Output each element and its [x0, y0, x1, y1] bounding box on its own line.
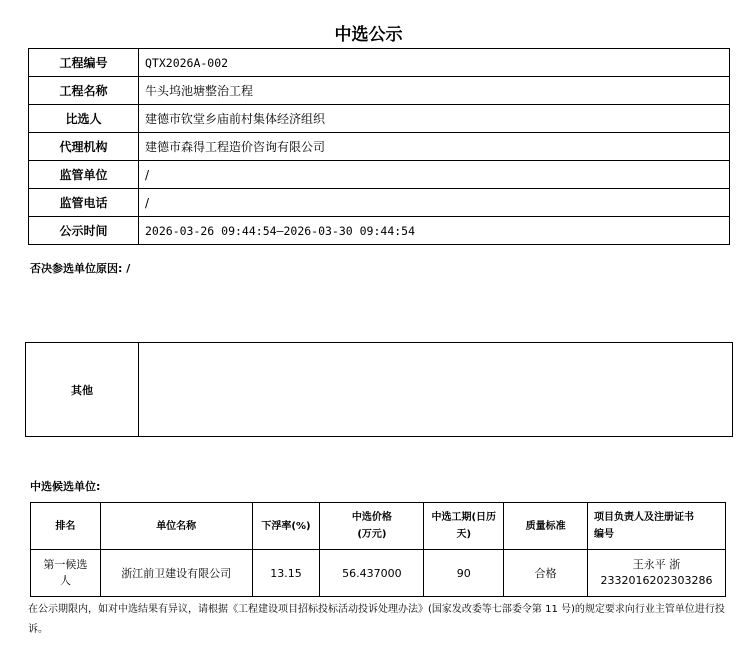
header-quality: 质量标准: [504, 503, 588, 550]
project-no-value: QTX2026A-002: [139, 49, 730, 77]
row-supervisor: [29, 161, 730, 189]
candidates-table: [30, 502, 726, 597]
row-period: [29, 217, 730, 245]
page-title: 中选公示: [334, 25, 403, 45]
header-manager: [588, 503, 726, 550]
table-row: [31, 550, 726, 597]
row-selector: [29, 105, 730, 133]
project-no-label: 工程编号: [29, 49, 139, 77]
cell-manager-line2: 2332016202303286: [600, 574, 713, 587]
row-agent: [29, 133, 730, 161]
header-discount: 下浮率(%): [252, 503, 320, 550]
agent-label: 代理机构: [29, 133, 139, 161]
header-period-line1: 中选工期(日历: [431, 512, 497, 523]
other-value: [139, 343, 733, 437]
header-price: [320, 503, 424, 550]
project-name-value: 牛头坞池塘整治工程: [139, 77, 730, 105]
selector-value: 建德市钦堂乡庙前村集体经济组织: [139, 105, 730, 133]
other-table: [25, 342, 733, 437]
agent-value: 建德市森得工程造价咨询有限公司: [139, 133, 730, 161]
period-label: 公示时间: [29, 217, 139, 245]
footer-note: 在公示期限内，如对中选结果有异议，请根据《工程建设项目招标投标活动投诉处理办法》(国家发改委等七部委令第 11 号)的规定要求向行业主管单位进行投诉。: [28, 604, 725, 635]
row-project-name: [29, 77, 730, 105]
row-other: [26, 343, 733, 437]
candidates-header-row: [31, 503, 726, 550]
supervisor-label: 监管单位: [29, 161, 139, 189]
row-project-no: [29, 49, 730, 77]
row-phone: [29, 189, 730, 217]
cell-rank: [31, 550, 101, 597]
candidates-title: 中选候选单位:: [30, 480, 101, 493]
header-name: 单位名称: [100, 503, 252, 550]
header-price-line2: (万元): [357, 529, 387, 540]
cell-rank-line2: 人: [59, 574, 71, 587]
period-value: 2026-03-26 09:44:54—2026-03-30 09:44:54: [139, 217, 730, 245]
header-price-line1: 中选价格: [351, 512, 392, 523]
cell-manager: [588, 550, 726, 597]
project-name-label: 工程名称: [29, 77, 139, 105]
header-manager-line1: 项目负责人及注册证书: [594, 512, 694, 523]
cell-rank-line1: 第一候选: [43, 558, 88, 571]
cell-period: 90: [424, 550, 504, 597]
selector-label: 比选人: [29, 105, 139, 133]
supervisor-value: /: [139, 161, 730, 189]
cell-quality: 合格: [504, 550, 588, 597]
header-period: [424, 503, 504, 550]
rejection-reason: 否决参选单位原因: /: [30, 262, 131, 275]
cell-discount: 13.15: [252, 550, 320, 597]
other-label: 其他: [26, 343, 139, 437]
project-info-table: [28, 48, 730, 245]
cell-price: 56.437000: [320, 550, 424, 597]
cell-name: 浙江前卫建设有限公司: [100, 550, 252, 597]
cell-manager-line1: 王永平 浙: [632, 558, 681, 571]
header-manager-line2: 编号: [594, 529, 614, 540]
phone-value: /: [139, 189, 730, 217]
header-period-line2: 天): [456, 529, 472, 540]
phone-label: 监管电话: [29, 189, 139, 217]
header-rank: 排名: [31, 503, 101, 550]
